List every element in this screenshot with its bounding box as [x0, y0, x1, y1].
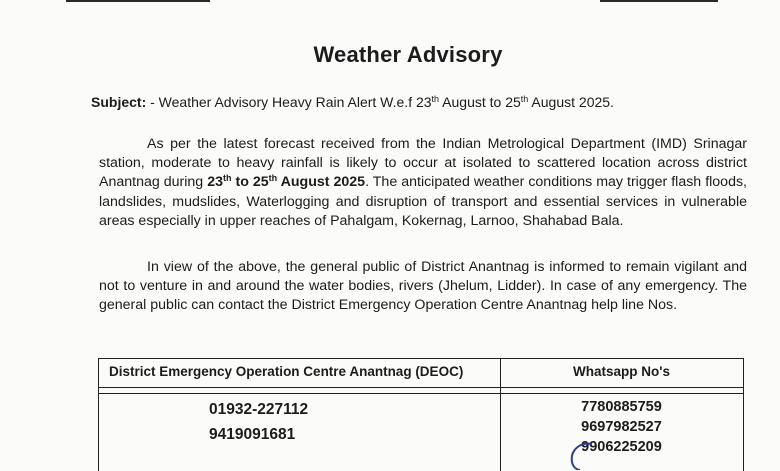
p1-bold-date	[207, 174, 365, 190]
header-rule-left	[66, 0, 210, 2]
subject-text-b: August to 25	[439, 94, 521, 110]
whatsapp-number-3: 9906225209	[581, 439, 662, 455]
paragraph-public-notice: In view of the above, the general public of District Anantnag is informed to remain vigilant and not to venture in and around the water bodies, rivers (Jhelum, Lidder). In case of any emergency. The general public can contact the District Emergency Operation Centre Anantnag help line Nos.	[99, 259, 747, 314]
helpline-table	[98, 358, 744, 471]
p1-bold-1: 23	[207, 174, 223, 191]
table-header-rule-double	[99, 393, 743, 394]
document-title: Weather Advisory	[313, 42, 503, 67]
subject-text-c: August 2025.	[528, 94, 614, 110]
subject-label: Subject:	[91, 94, 147, 110]
p1-bold-sup-1: th	[222, 173, 232, 184]
subject-sup-b: th	[520, 94, 529, 104]
table-header-whatsapp: Whatsapp No's	[573, 364, 670, 379]
deoc-phone-1: 01932-227112	[209, 401, 309, 418]
subject-sup-a: th	[431, 94, 440, 104]
table-header-rule	[99, 387, 743, 388]
p1-bold-mid: to	[231, 174, 253, 191]
p1-text-a: As per the latest forecast received from the Indian Metrological Department (IMD) Srinagar station, moderate to heavy rainfall is likely to occur at isolated to scattered location across district Anantnag during	[99, 136, 747, 191]
whatsapp-number-1: 7780885759	[581, 399, 662, 415]
subject-text-a: - Weather Advisory Heavy Rain Alert W.e.f 23	[146, 94, 432, 110]
p1-bold-end: August 2025	[277, 174, 366, 191]
subject-line	[91, 94, 614, 110]
paragraph-forecast	[99, 135, 747, 231]
pen-mark-icon	[566, 440, 606, 470]
header-rule-right	[600, 0, 718, 2]
p1-bold-sup-2: th	[268, 173, 278, 184]
p1-bold-2: 25	[252, 174, 269, 191]
table-header-deoc: District Emergency Operation Centre Anantnag (DEOC)	[109, 364, 464, 379]
deoc-phone-2: 9419091681	[209, 426, 296, 443]
whatsapp-number-2: 9697982527	[581, 419, 662, 435]
p1-text-b: . The anticipated weather conditions may trigger flash floods, landslides, mudslides, Waterlogging and disruption of transport and essential services in vulnerable areas especially in upper reaches of Pahalgam, Kokernag, Larnoo, Shahabad Bala.	[99, 174, 748, 229]
